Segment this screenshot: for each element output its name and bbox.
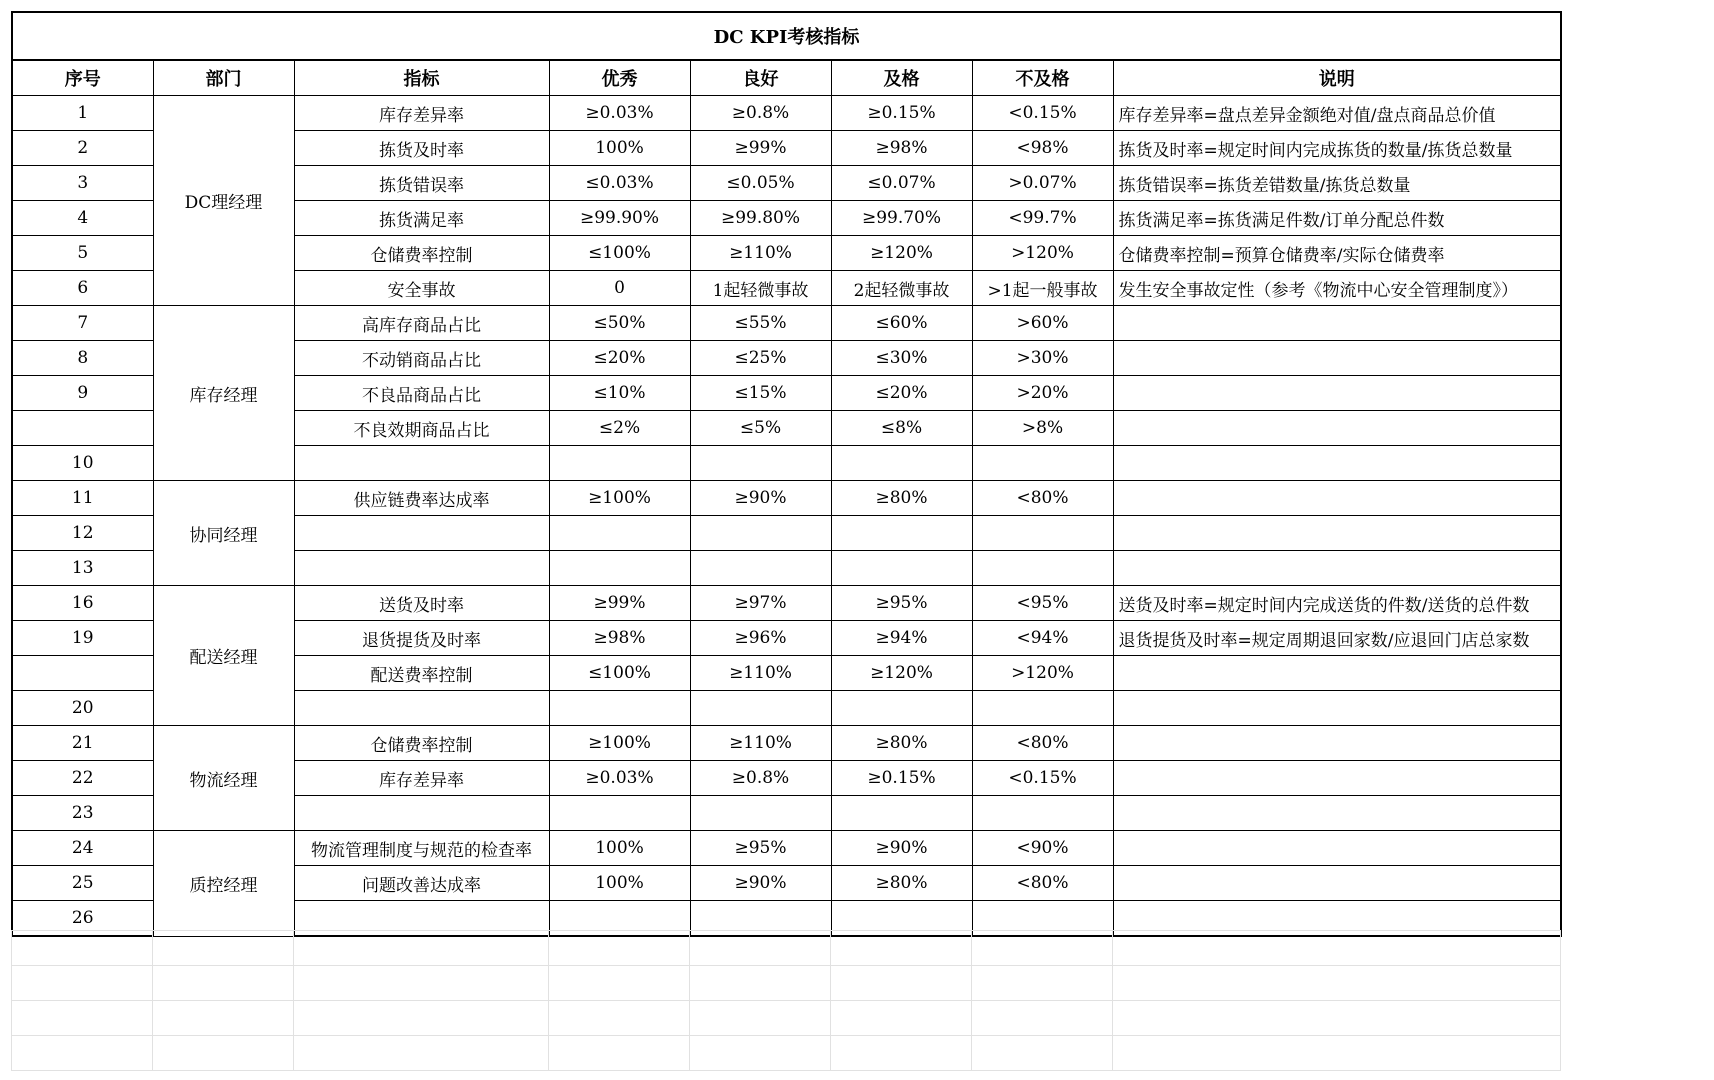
cell-note[interactable] [1113,866,1561,901]
cell-excellent[interactable] [549,691,690,726]
cell-good[interactable]: ≥110% [690,236,831,271]
cell-indicator[interactable]: 高库存商品占比 [294,306,549,341]
empty-cell[interactable] [294,1001,549,1036]
cell-excellent[interactable]: 100% [549,831,690,866]
cell-fail[interactable]: >60% [972,306,1113,341]
cell-good[interactable]: ≥99.80% [690,201,831,236]
cell-good[interactable]: ≥95% [690,831,831,866]
cell-excellent[interactable]: ≤100% [549,656,690,691]
cell-indicator[interactable]: 不动销商品占比 [294,341,549,376]
cell-note[interactable] [1113,551,1561,586]
empty-grid [11,930,1561,1071]
cell-indicator[interactable]: 不良品商品占比 [294,376,549,411]
cell-pass[interactable]: ≤60% [831,306,972,341]
cell-good[interactable]: ≥90% [690,481,831,516]
cell-note[interactable] [1113,516,1561,551]
cell-indicator[interactable]: 退货提货及时率 [294,621,549,656]
table-row [12,96,1561,131]
cell-note[interactable] [1113,831,1561,866]
empty-cell[interactable] [972,966,1113,1001]
cell-seq[interactable]: 13 [12,551,153,586]
cell-pass[interactable]: ≥80% [831,726,972,761]
cell-good[interactable]: ≥97% [690,586,831,621]
header-pass[interactable]: 及格 [831,60,972,96]
cell-good[interactable] [690,551,831,586]
cell-indicator[interactable] [294,691,549,726]
cell-seq[interactable]: 2 [12,131,153,166]
cell-excellent[interactable]: 100% [549,866,690,901]
cell-excellent[interactable] [549,796,690,831]
cell-indicator[interactable]: 送货及时率 [294,586,549,621]
cell-indicator[interactable]: 不良效期商品占比 [294,411,549,446]
empty-cell[interactable] [690,966,831,1001]
cell-seq[interactable]: 5 [12,236,153,271]
cell-pass[interactable]: ≥120% [831,656,972,691]
cell-pass[interactable]: ≥95% [831,586,972,621]
cell-indicator[interactable]: 供应链费率达成率 [294,481,549,516]
cell-dept[interactable]: 质控经理 [153,831,294,937]
cell-pass[interactable]: ≥80% [831,866,972,901]
header-fail[interactable]: 不及格 [972,60,1113,96]
cell-good[interactable]: ≤5% [690,411,831,446]
cell-indicator[interactable]: 问题改善达成率 [294,866,549,901]
empty-cell[interactable] [153,966,294,1001]
empty-cell[interactable] [1113,966,1561,1001]
cell-seq[interactable]: 24 [12,831,153,866]
cell-fail[interactable] [972,691,1113,726]
cell-note[interactable]: 仓储费率控制=预算仓储费率/实际仓储费率 [1113,236,1561,271]
empty-cell[interactable] [1113,931,1561,966]
cell-fail[interactable]: >1起一般事故 [972,271,1113,306]
cell-fail[interactable]: >8% [972,411,1113,446]
cell-pass[interactable]: ≤8% [831,411,972,446]
cell-dept[interactable]: DC理经理 [153,96,294,306]
cell-good[interactable]: ≥0.8% [690,96,831,131]
cell-indicator[interactable]: 拣货错误率 [294,166,549,201]
empty-cell[interactable] [549,966,690,1001]
cell-indicator[interactable]: 配送费率控制 [294,656,549,691]
cell-good[interactable]: ≤0.05% [690,166,831,201]
cell-excellent[interactable]: 100% [549,131,690,166]
cell-note[interactable] [1113,306,1561,341]
cell-indicator[interactable]: 仓储费率控制 [294,236,549,271]
cell-seq[interactable]: 26 [12,901,153,937]
cell-fail[interactable]: <80% [972,866,1113,901]
cell-note[interactable] [1113,656,1561,691]
table-row [12,586,1561,621]
cell-indicator[interactable]: 拣货满足率 [294,201,549,236]
empty-cell[interactable] [12,1036,153,1071]
cell-excellent[interactable]: ≤2% [549,411,690,446]
cell-excellent[interactable] [549,446,690,481]
header-indicator[interactable]: 指标 [294,60,549,96]
empty-cell[interactable] [549,931,690,966]
cell-pass[interactable]: 2起轻微事故 [831,271,972,306]
table-row [12,481,1561,516]
cell-seq[interactable]: 21 [12,726,153,761]
cell-seq[interactable]: 11 [12,481,153,516]
empty-cell[interactable] [1113,1036,1561,1071]
cell-fail[interactable]: <94% [972,621,1113,656]
cell-note[interactable] [1113,411,1561,446]
cell-pass[interactable] [831,446,972,481]
empty-row [12,1001,1561,1036]
cell-indicator[interactable] [294,446,549,481]
table-row [12,306,1561,341]
cell-seq[interactable]: 25 [12,866,153,901]
cell-good[interactable] [690,446,831,481]
empty-cell[interactable] [294,1036,549,1071]
cell-excellent[interactable]: ≤100% [549,236,690,271]
cell-pass[interactable]: ≥0.15% [831,96,972,131]
table-row [12,726,1561,761]
cell-excellent[interactable]: ≥100% [549,481,690,516]
cell-good[interactable]: ≥110% [690,656,831,691]
cell-note[interactable] [1113,341,1561,376]
empty-row [12,1036,1561,1071]
cell-fail[interactable]: >20% [972,376,1113,411]
cell-note[interactable]: 库存差异率=盘点差异金额绝对值/盘点商品总价值 [1113,96,1561,131]
cell-seq[interactable]: 10 [12,446,153,481]
cell-fail[interactable] [972,796,1113,831]
cell-pass[interactable]: ≥80% [831,481,972,516]
cell-indicator[interactable] [294,551,549,586]
cell-seq[interactable]: 8 [12,341,153,376]
empty-cell[interactable] [549,1036,690,1071]
cell-fail[interactable] [972,551,1113,586]
empty-cell[interactable] [12,1001,153,1036]
cell-good[interactable]: ≥96% [690,621,831,656]
cell-excellent[interactable]: ≤0.03% [549,166,690,201]
cell-pass[interactable]: ≥0.15% [831,761,972,796]
cell-pass[interactable]: ≥98% [831,131,972,166]
cell-note[interactable] [1113,481,1561,516]
cell-note[interactable] [1113,691,1561,726]
cell-fail[interactable]: <80% [972,726,1113,761]
cell-fail[interactable]: <90% [972,831,1113,866]
empty-row [12,931,1561,966]
empty-cell[interactable] [294,931,549,966]
cell-indicator[interactable] [294,516,549,551]
cell-pass[interactable]: ≤0.07% [831,166,972,201]
cell-seq[interactable]: 1 [12,96,153,131]
cell-note[interactable]: 拣货及时率=规定时间内完成拣货的数量/拣货总数量 [1113,131,1561,166]
cell-note[interactable]: 拣货满足率=拣货满足件数/订单分配总件数 [1113,201,1561,236]
empty-cell[interactable] [690,1036,831,1071]
cell-indicator[interactable]: 库存差异率 [294,761,549,796]
cell-fail[interactable]: >120% [972,236,1113,271]
cell-pass[interactable] [831,516,972,551]
cell-indicator[interactable]: 拣货及时率 [294,131,549,166]
cell-note[interactable]: 退货提货及时率=规定周期退回家数/应退回门店总家数 [1113,621,1561,656]
cell-seq[interactable] [12,656,153,691]
cell-note[interactable] [1113,376,1561,411]
cell-good[interactable]: ≤25% [690,341,831,376]
header-good[interactable]: 良好 [690,60,831,96]
cell-excellent[interactable]: ≥99.90% [549,201,690,236]
cell-pass[interactable] [831,796,972,831]
cell-seq[interactable]: 23 [12,796,153,831]
empty-cell[interactable] [972,931,1113,966]
cell-fail[interactable]: <95% [972,586,1113,621]
cell-seq[interactable]: 20 [12,691,153,726]
empty-cell[interactable] [831,1001,972,1036]
empty-cell[interactable] [549,1001,690,1036]
cell-good[interactable]: ≤15% [690,376,831,411]
table-title[interactable]: DC KPI考核指标 [12,12,1561,60]
cell-indicator[interactable] [294,796,549,831]
cell-seq[interactable]: 9 [12,376,153,411]
empty-cell[interactable] [294,966,549,1001]
cell-excellent[interactable]: 0 [549,271,690,306]
cell-good[interactable]: ≥0.8% [690,761,831,796]
cell-pass[interactable] [831,691,972,726]
cell-indicator[interactable]: 物流管理制度与规范的检查率 [294,831,549,866]
empty-cell[interactable] [831,966,972,1001]
cell-fail[interactable] [972,516,1113,551]
cell-note[interactable]: 拣货错误率=拣货差错数量/拣货总数量 [1113,166,1561,201]
cell-fail[interactable]: >30% [972,341,1113,376]
cell-excellent[interactable] [549,516,690,551]
header-row [12,60,1561,96]
cell-fail[interactable] [972,446,1113,481]
cell-pass[interactable]: ≥90% [831,831,972,866]
cell-note[interactable]: 发生安全事故定性（参考《物流中心安全管理制度》） [1113,271,1561,306]
cell-excellent[interactable]: ≥99% [549,586,690,621]
cell-pass[interactable]: ≥120% [831,236,972,271]
cell-fail[interactable]: <0.15% [972,761,1113,796]
cell-good[interactable]: ≥110% [690,726,831,761]
cell-excellent[interactable]: ≥0.03% [549,761,690,796]
header-note[interactable]: 说明 [1113,60,1561,96]
empty-cell[interactable] [690,1001,831,1036]
cell-seq[interactable] [12,411,153,446]
cell-fail[interactable]: >0.07% [972,166,1113,201]
cell-note[interactable] [1113,726,1561,761]
empty-cell[interactable] [972,1001,1113,1036]
empty-row [12,966,1561,1001]
cell-seq[interactable]: 7 [12,306,153,341]
cell-good[interactable]: ≤55% [690,306,831,341]
cell-good[interactable]: ≥99% [690,131,831,166]
cell-seq[interactable]: 22 [12,761,153,796]
cell-note[interactable] [1113,446,1561,481]
cell-seq[interactable]: 3 [12,166,153,201]
cell-note[interactable]: 送货及时率=规定时间内完成送货的件数/送货的总件数 [1113,586,1561,621]
empty-cell[interactable] [972,1036,1113,1071]
cell-indicator[interactable]: 库存差异率 [294,96,549,131]
cell-excellent[interactable]: ≤20% [549,341,690,376]
cell-excellent[interactable]: ≤50% [549,306,690,341]
cell-seq[interactable]: 4 [12,201,153,236]
cell-excellent[interactable]: ≥100% [549,726,690,761]
table-row [12,831,1561,866]
cell-dept[interactable]: 配送经理 [153,586,294,726]
cell-fail[interactable]: <98% [972,131,1113,166]
cell-excellent[interactable]: ≥98% [549,621,690,656]
empty-cell[interactable] [831,931,972,966]
cell-excellent[interactable]: ≤10% [549,376,690,411]
cell-excellent[interactable]: ≥0.03% [549,96,690,131]
cell-dept[interactable]: 协同经理 [153,481,294,586]
empty-cell[interactable] [1113,1001,1561,1036]
cell-pass[interactable]: ≥94% [831,621,972,656]
cell-seq[interactable]: 6 [12,271,153,306]
cell-seq[interactable]: 19 [12,621,153,656]
cell-pass[interactable]: ≤30% [831,341,972,376]
cell-fail[interactable]: <0.15% [972,96,1113,131]
cell-indicator[interactable]: 安全事故 [294,271,549,306]
cell-excellent[interactable] [549,551,690,586]
cell-dept[interactable]: 物流经理 [153,726,294,831]
cell-good[interactable] [690,516,831,551]
cell-good[interactable]: 1起轻微事故 [690,271,831,306]
cell-good[interactable] [690,796,831,831]
cell-fail[interactable]: >120% [972,656,1113,691]
cell-fail[interactable]: <99.7% [972,201,1113,236]
empty-cell[interactable] [12,931,153,966]
cell-pass[interactable]: ≥99.70% [831,201,972,236]
cell-seq[interactable]: 16 [12,586,153,621]
cell-good[interactable] [690,691,831,726]
empty-cell[interactable] [153,931,294,966]
cell-dept[interactable]: 库存经理 [153,306,294,481]
header-excellent[interactable]: 优秀 [549,60,690,96]
empty-cell[interactable] [690,931,831,966]
header-seq[interactable]: 序号 [12,60,153,96]
empty-cell[interactable] [153,1036,294,1071]
cell-fail[interactable]: <80% [972,481,1113,516]
cell-pass[interactable]: ≤20% [831,376,972,411]
kpi-table [11,11,1562,937]
empty-cell[interactable] [831,1036,972,1071]
cell-note[interactable] [1113,761,1561,796]
cell-good[interactable]: ≥90% [690,866,831,901]
cell-note[interactable] [1113,796,1561,831]
empty-cell[interactable] [153,1001,294,1036]
cell-seq[interactable]: 12 [12,516,153,551]
cell-indicator[interactable]: 仓储费率控制 [294,726,549,761]
empty-cell[interactable] [12,966,153,1001]
cell-pass[interactable] [831,551,972,586]
header-dept[interactable]: 部门 [153,60,294,96]
